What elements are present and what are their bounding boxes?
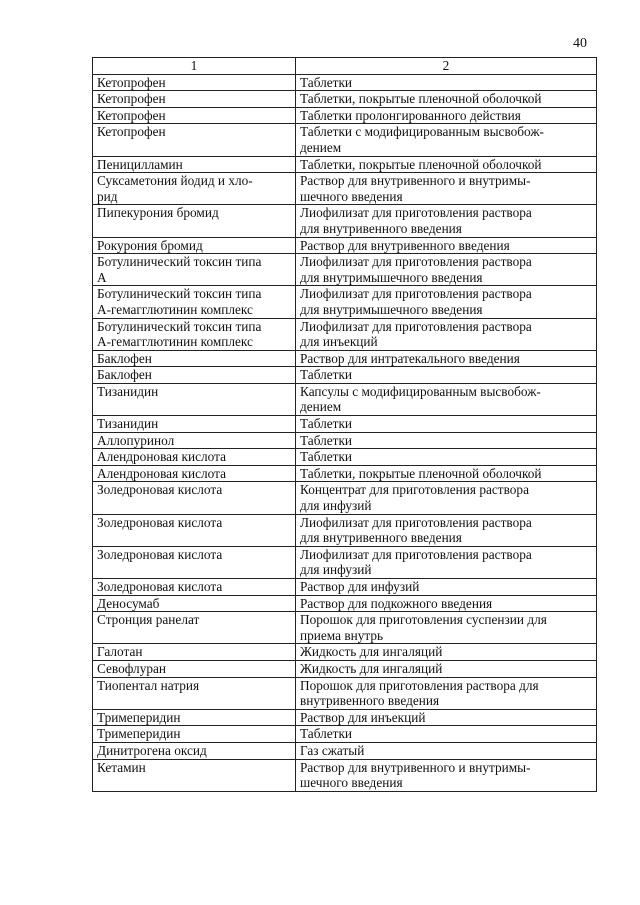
table-row bbox=[93, 254, 597, 286]
table-row bbox=[93, 579, 597, 596]
dosage-form-cell: Таблетки bbox=[296, 416, 597, 433]
table-row bbox=[93, 432, 597, 449]
drug-name-cell: Золедроновая кислота bbox=[93, 546, 296, 578]
drug-name-cell: Кетопрофен bbox=[93, 91, 296, 108]
dosage-form-cell: Раствор для интратекального введения bbox=[296, 350, 597, 367]
table-row bbox=[93, 156, 597, 173]
dosage-form-cell: Раствор для внутривенного и внутримы- шечного введения bbox=[296, 173, 597, 205]
dosage-form-cell: Порошок для приготовления суспензии для приема внутрь bbox=[296, 612, 597, 644]
dosage-form-cell: Раствор для инфузий bbox=[296, 579, 597, 596]
drug-name-cell: Ботулинический токсин типа A-гемагглютинин комплекс bbox=[93, 318, 296, 350]
table-row bbox=[93, 173, 597, 205]
dosage-form-cell: Таблетки bbox=[296, 432, 597, 449]
drug-name-cell: Золедроновая кислота bbox=[93, 514, 296, 546]
column-header-1: 1 bbox=[93, 58, 296, 75]
drug-name-cell: Динитрогена оксид bbox=[93, 742, 296, 759]
table-row bbox=[93, 107, 597, 124]
drug-name-cell: Ботулинический токсин типа A-гемагглютинин комплекс bbox=[93, 286, 296, 318]
drug-name-cell: Тиопентал натрия bbox=[93, 677, 296, 709]
table-row bbox=[93, 546, 597, 578]
dosage-form-cell: Раствор для внутривенного введения bbox=[296, 237, 597, 254]
dosage-form-cell: Таблетки, покрытые пленочной оболочкой bbox=[296, 156, 597, 173]
drug-name-cell: Золедроновая кислота bbox=[93, 482, 296, 514]
dosage-form-cell: Раствор для внутривенного и внутримы- шечного введения bbox=[296, 759, 597, 791]
dosage-form-cell: Таблетки bbox=[296, 74, 597, 91]
drug-name-cell: Кетопрофен bbox=[93, 124, 296, 156]
dosage-form-cell: Раствор для подкожного введения bbox=[296, 595, 597, 612]
drug-name-cell: Кетамин bbox=[93, 759, 296, 791]
table-row bbox=[93, 124, 597, 156]
table-row bbox=[93, 482, 597, 514]
drug-name-cell: Суксаметония йодид и хло- рид bbox=[93, 173, 296, 205]
dosage-form-cell: Газ сжатый bbox=[296, 742, 597, 759]
drug-name-cell: Пеницилламин bbox=[93, 156, 296, 173]
dosage-form-cell: Таблетки bbox=[296, 726, 597, 743]
dosage-form-cell: Лиофилизат для приготовления раствора для инъекций bbox=[296, 318, 597, 350]
table-row bbox=[93, 514, 597, 546]
table-row bbox=[93, 237, 597, 254]
drug-name-cell: Баклофен bbox=[93, 367, 296, 384]
table-header-row bbox=[93, 58, 597, 75]
dosage-form-cell: Жидкость для ингаляций bbox=[296, 660, 597, 677]
dosage-form-cell: Лиофилизат для приготовления раствора для внутривенного введения bbox=[296, 205, 597, 237]
table-body bbox=[93, 74, 597, 791]
table-row bbox=[93, 644, 597, 661]
table-row bbox=[93, 759, 597, 791]
drug-name-cell: Севофлуран bbox=[93, 660, 296, 677]
drug-name-cell: Баклофен bbox=[93, 350, 296, 367]
dosage-form-cell: Таблетки пролонгированного действия bbox=[296, 107, 597, 124]
table-row bbox=[93, 677, 597, 709]
page-number: 40 bbox=[573, 36, 587, 51]
table-row bbox=[93, 286, 597, 318]
drug-name-cell: Золедроновая кислота bbox=[93, 579, 296, 596]
dosage-form-cell: Лиофилизат для приготовления раствора для внутримышечного введения bbox=[296, 254, 597, 286]
dosage-form-cell: Лиофилизат для приготовления раствора для внутримышечного введения bbox=[296, 286, 597, 318]
dosage-form-cell: Концентрат для приготовления раствора для инфузий bbox=[296, 482, 597, 514]
dosage-form-cell: Лиофилизат для приготовления раствора для инфузий bbox=[296, 546, 597, 578]
drug-name-cell: Аллопуринол bbox=[93, 432, 296, 449]
table-row bbox=[93, 318, 597, 350]
drug-name-cell: Стронция ранелат bbox=[93, 612, 296, 644]
dosage-form-cell: Таблетки bbox=[296, 449, 597, 466]
drug-name-cell: Пипекурония бромид bbox=[93, 205, 296, 237]
dosage-form-cell: Таблетки bbox=[296, 367, 597, 384]
dosage-form-cell: Раствор для инъекций bbox=[296, 709, 597, 726]
dosage-form-cell: Таблетки, покрытые пленочной оболочкой bbox=[296, 91, 597, 108]
table-row bbox=[93, 742, 597, 759]
table-row bbox=[93, 74, 597, 91]
table-row bbox=[93, 595, 597, 612]
drug-name-cell: Галотан bbox=[93, 644, 296, 661]
column-header-2: 2 bbox=[296, 58, 597, 75]
drug-name-cell: Тримеперидин bbox=[93, 709, 296, 726]
drug-name-cell: Кетопрофен bbox=[93, 107, 296, 124]
drug-table bbox=[92, 57, 597, 792]
table-row bbox=[93, 612, 597, 644]
table-row bbox=[93, 91, 597, 108]
dosage-form-cell: Таблетки, покрытые пленочной оболочкой bbox=[296, 465, 597, 482]
table-row bbox=[93, 660, 597, 677]
table-row bbox=[93, 416, 597, 433]
drug-name-cell: Тримеперидин bbox=[93, 726, 296, 743]
dosage-form-cell: Таблетки с модифицированным высвобож- дением bbox=[296, 124, 597, 156]
drug-name-cell: Кетопрофен bbox=[93, 74, 296, 91]
drug-name-cell: Рокурония бромид bbox=[93, 237, 296, 254]
drug-name-cell: Ботулинический токсин типа A bbox=[93, 254, 296, 286]
drug-name-cell: Тизанидин bbox=[93, 383, 296, 415]
table-row bbox=[93, 383, 597, 415]
drug-name-cell: Деносумаб bbox=[93, 595, 296, 612]
drug-name-cell: Алендроновая кислота bbox=[93, 465, 296, 482]
table-row bbox=[93, 205, 597, 237]
table-row bbox=[93, 367, 597, 384]
dosage-form-cell: Жидкость для ингаляций bbox=[296, 644, 597, 661]
drug-name-cell: Тизанидин bbox=[93, 416, 296, 433]
dosage-form-cell: Лиофилизат для приготовления раствора для внутривенного введения bbox=[296, 514, 597, 546]
dosage-form-cell: Капсулы с модифицированным высвобож- дением bbox=[296, 383, 597, 415]
table-row bbox=[93, 465, 597, 482]
drug-name-cell: Алендроновая кислота bbox=[93, 449, 296, 466]
table-row bbox=[93, 350, 597, 367]
table-row bbox=[93, 726, 597, 743]
table-row bbox=[93, 709, 597, 726]
table-row bbox=[93, 449, 597, 466]
dosage-form-cell: Порошок для приготовления раствора для внутривенного введения bbox=[296, 677, 597, 709]
